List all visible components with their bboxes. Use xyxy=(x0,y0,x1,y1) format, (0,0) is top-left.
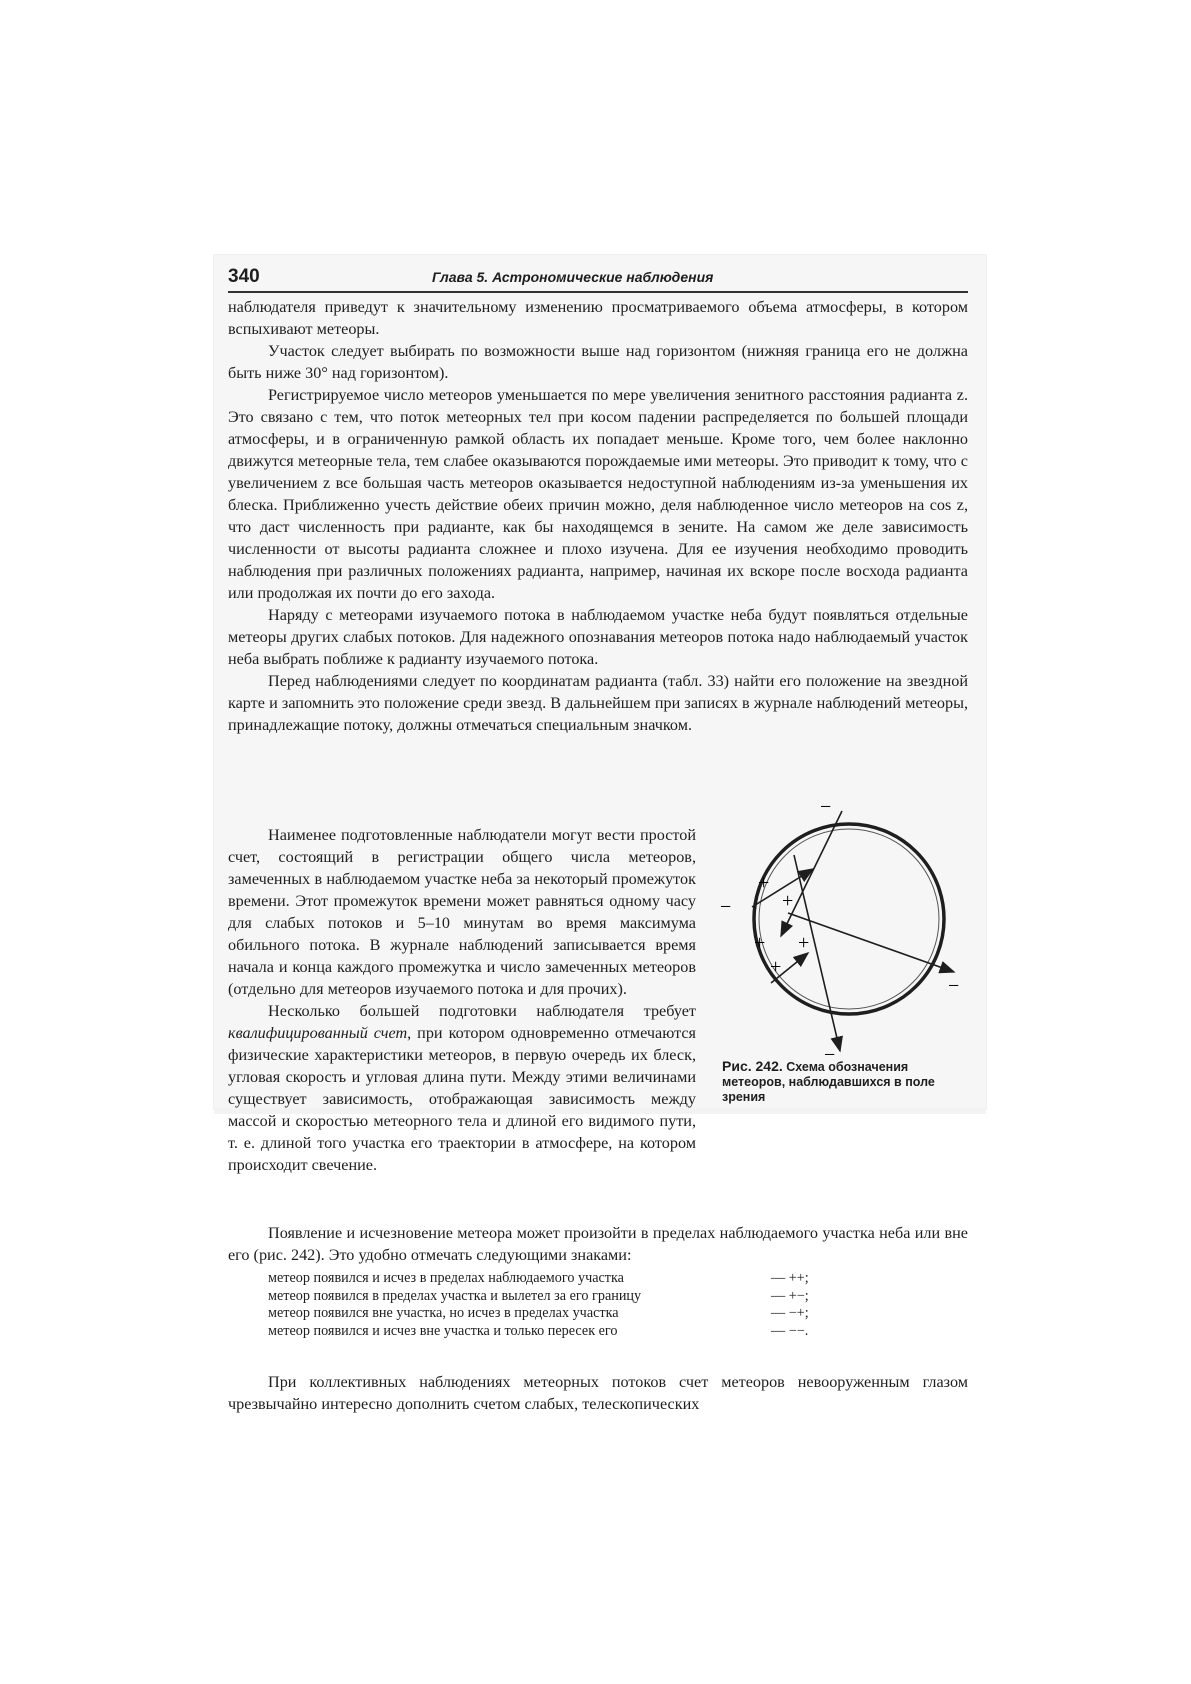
paragraph: Наряду с метеорами изучаемого потока в наблюдаемом участке неба будут появляться отдельные метеоры других слабых потоков. Для надежного опознавания метеоров потока надо наблюдаемый участок неба выбрать поближе к радианту изучаемого потока. xyxy=(228,606,968,668)
body-text-top xyxy=(228,296,968,736)
minus-mark: − xyxy=(824,1044,836,1066)
plus-mark: + xyxy=(782,890,794,912)
meteor-track xyxy=(781,811,842,936)
plus-mark: + xyxy=(770,956,782,978)
meteor-track xyxy=(788,913,954,972)
symbol-row: метеор появился и исчез вне участка и только пересек его — −−. xyxy=(268,1322,809,1339)
figure-number: Рис. 242. xyxy=(722,1058,783,1074)
figure-caption-text: Схема обозначения метеоров, наблюдавшихся в поле зрения xyxy=(722,1060,935,1104)
plus-mark: + xyxy=(798,932,810,954)
body-text-bottom xyxy=(228,1355,968,1431)
field-of-view-circle xyxy=(754,824,944,1014)
paragraph: Перед наблюдениями следует по координатам радианта (табл. 33) найти его положение на звездной карте и запомнить это положение среди звезд. В дальнейшем при записях в журнале наблюдений метеоры, принадлежащие потоку, должны отмечаться специальным значком. xyxy=(228,672,968,734)
header-rule xyxy=(228,291,968,293)
paragraph: наблюдателя приведут к значительному изменению просматриваемого объема атмосферы, в котором вспыхивают метеоры. xyxy=(228,298,968,338)
emphasis-term: квалифицированный счет xyxy=(228,1024,408,1042)
body-text-wrapped xyxy=(228,824,696,1000)
paragraph: Несколько большей подготовки наблюдателя требует квалифицированный счет, при котором одновременно отмечаются физические характеристики метеоров, в первую очередь их блеск, угловая скорость и угловая длина пути. Между этими величинами существует зависимость, отображающая зависимость между массой и скоростью метеорного тела и длиной его видимого пути, т. е. длиной того участка его траектории в атмосфере, на котором происходит свечение. xyxy=(228,1002,696,1174)
figure-caption xyxy=(722,1059,972,1105)
plus-mark: + xyxy=(754,932,766,954)
paragraph: При коллективных наблюдениях метеорных потоков счет метеоров невооруженным глазом чрезвычайно интересно дополнить счетом слабых, телескопических xyxy=(228,1373,968,1414)
field-of-view-inner-ring xyxy=(759,829,939,1009)
minus-mark: − xyxy=(948,975,960,997)
paragraph: Участок следует выбирать по возможности выше над горизонтом (нижняя граница его не должна быть ниже 30° над горизонтом). xyxy=(228,342,968,382)
symbol-list xyxy=(268,1270,848,1340)
minus-mark: − xyxy=(820,796,832,818)
page-number: 340 xyxy=(228,266,260,287)
symbol-row: метеор появился и исчез в пределах наблюдаемого участка — ++; xyxy=(268,1270,809,1286)
chapter-title: Глава 5. Астрономические наблюдения xyxy=(432,269,714,285)
paragraph: Регистрируемое число метеоров уменьшается по мере увеличения зенитного расстояния радианта z. Это связано с тем, что поток метеорных тел при косом падении распределяется по большей площади атмосферы, и в ограниченную рамкой область их попадает меньше. Кроме того, чем более наклонно движутся метеорные тела, тем слабее оказываются порождаемые ими метеоры. Это приводит к тому, что с увеличением z все большая часть метеоров оказывается недоступной наблюдениям из-за уменьшения их блеска. Приближенно учесть действие обеих причин можно, деля наблюденное число метеоров на cos z, что даст численность при радианте, как бы находящемся в зените. На самом же деле зависимость численности от высоты радианта сложнее и плохо изучена. Для ее изучения необходимо проводить наблюдения при различных положениях радианта, например, начиная их вскоре после восхода радианта или продолжая их почти до его захода. xyxy=(228,386,968,602)
symbol-row: метеор появился в пределах участка и вылетел за его границу — +−; xyxy=(268,1287,809,1304)
body-text-lower xyxy=(228,1222,968,1266)
running-header xyxy=(228,266,968,292)
paragraph: Появление и исчезновение метеора может произойти в пределах наблюдаемого участка неба или вне его (рис. 242). Это удобно отмечать следующими знаками: xyxy=(228,1224,968,1264)
paragraph: Наименее подготовленные наблюдатели могут вести простой счет, состоящий в регистрации общего числа метеоров, замеченных в наблюдаемом участке неба за некоторый промежуток времени. Этот промежуток времени может равняться одному часу для слабых потоков и 5–10 минутам во время максимума обильного потока. В журнале наблюдений записывается время начала и конца каждого промежутка и число замеченных метеоров (отдельно для метеоров изучаемого потока и для прочих). xyxy=(228,826,696,998)
minus-mark: − xyxy=(720,896,732,918)
symbol-row: метеор появился вне участка, но исчез в пределах участка — −+; xyxy=(268,1305,809,1321)
plus-mark: + xyxy=(758,872,770,894)
